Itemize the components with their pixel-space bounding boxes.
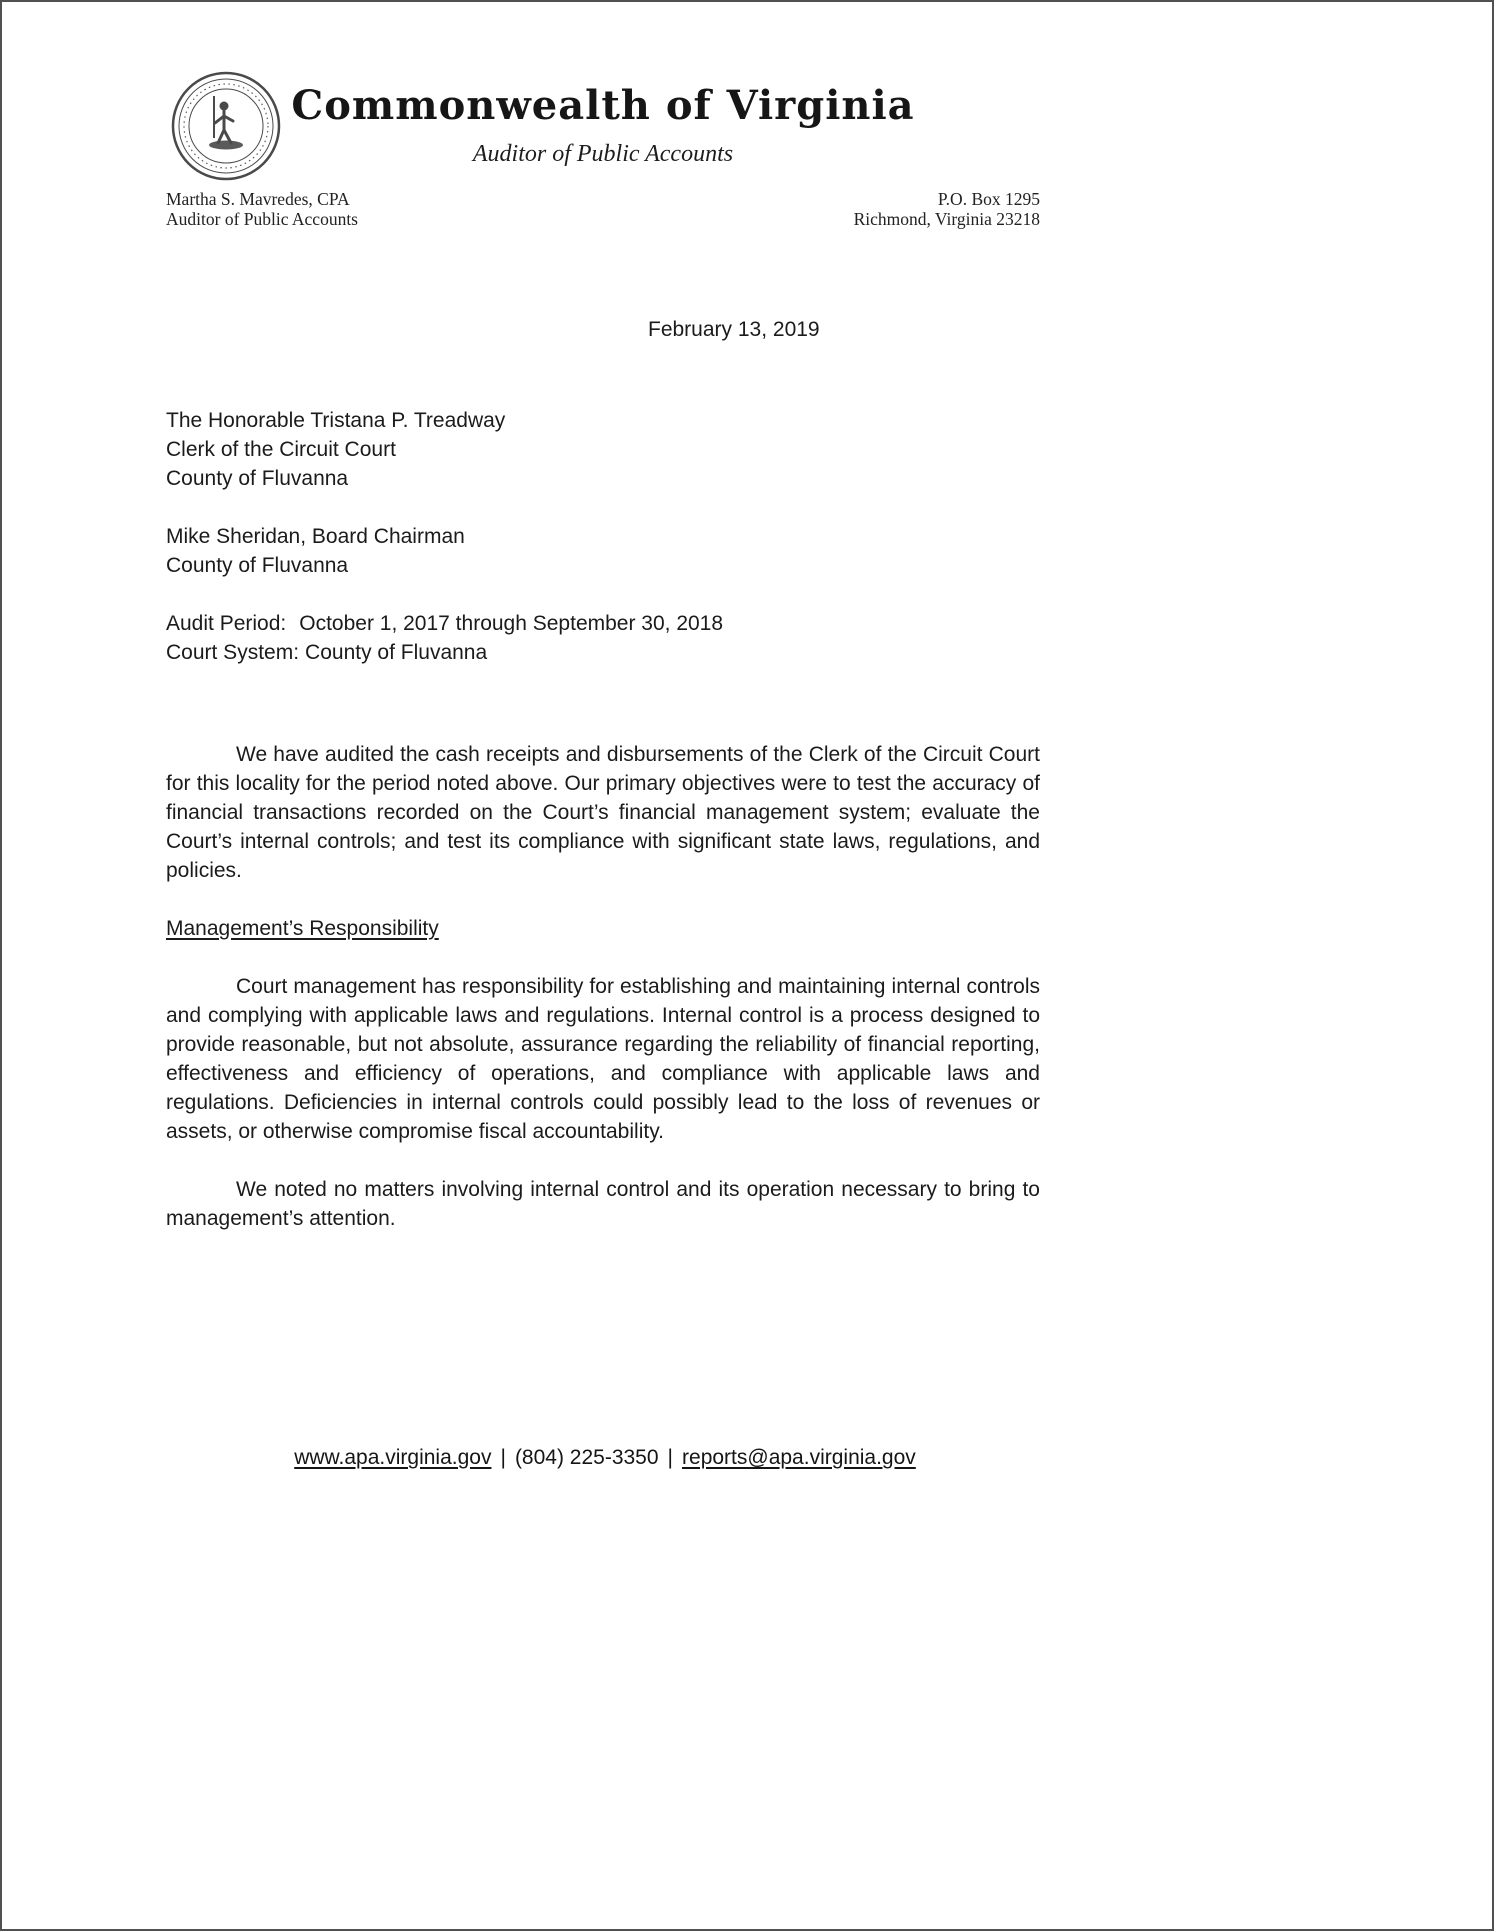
address-line-1: P.O. Box 1295: [937, 189, 1040, 209]
audit-info-block: [166, 609, 1040, 667]
footer-phone: (804) 225-3350: [514, 1446, 659, 1469]
letter-content: [166, 2, 1040, 1233]
recipient-line: Mike Sheridan, Board Chairman: [166, 525, 465, 548]
recipient-group: [166, 522, 1040, 580]
official-info: [166, 189, 358, 229]
footer-separator: |: [500, 1446, 506, 1469]
letterhead: [166, 2, 1040, 229]
audit-period-line: [166, 609, 1040, 638]
recipient-line: The Honorable Tristana P. Treadway: [166, 409, 506, 432]
court-system-label: Court System:: [166, 641, 300, 664]
body-paragraph-3: We noted no matters involving internal control and its operation necessary to bring to management’s attention.: [166, 1178, 1040, 1230]
footer-website-link[interactable]: www.apa.virginia.gov: [294, 1446, 492, 1469]
organization-subtitle: Auditor of Public Accounts: [472, 141, 734, 167]
footer-separator: |: [667, 1446, 674, 1469]
address-line-2: Richmond, Virginia 23218: [853, 209, 1040, 229]
organization-title: Commonwealth of Virginia: [291, 82, 915, 129]
audit-period-value: October 1, 2017 through September 30, 2018: [299, 612, 724, 635]
official-title: Auditor of Public Accounts: [166, 209, 358, 229]
court-system-line: [166, 638, 1040, 667]
recipient-group: [166, 406, 1040, 493]
letterhead-info-row: [166, 189, 1040, 229]
section-heading: Management’s Responsibility: [166, 917, 439, 940]
audit-period-label: Audit Period:: [166, 612, 287, 635]
letter-body: [166, 740, 1040, 1233]
recipient-line: County of Fluvanna: [166, 467, 349, 490]
official-name: Martha S. Mavredes, CPA: [166, 189, 350, 209]
virginia-seal-icon: [170, 70, 282, 182]
court-system-value: County of Fluvanna: [305, 641, 488, 664]
footer-email-link[interactable]: reports@apa.virginia.gov: [682, 1446, 916, 1469]
recipient-line: County of Fluvanna: [166, 554, 349, 577]
letter-date: February 13, 2019: [648, 318, 820, 341]
office-address: [854, 189, 1040, 229]
body-paragraph-1: We have audited the cash receipts and disbursements of the Clerk of the Circuit Court for this locality for the period noted above. Our primary objectives were to test the accuracy of financial transactions recorded on the Court’s financial management system; evaluate the Court’s internal controls; and test its compliance with significant state laws, regulations, and policies.: [166, 743, 1040, 882]
recipient-line: Clerk of the Circuit Court: [166, 438, 396, 461]
body-paragraph-2: Court management has responsibility for establishing and maintaining internal controls and complying with applicable laws and regulations. Internal control is a process designed to provide reasonable, but not absolute, assurance regarding the reliability of financial reporting, effectiveness and efficiency of operations, and compliance with applicable laws and regulations. Deficiencies in internal controls could possibly lead to the loss of revenues or assets, or otherwise compromise fiscal accountability.: [166, 975, 1040, 1143]
recipient-block: [166, 406, 1040, 580]
letter-footer: [168, 1443, 1042, 1472]
